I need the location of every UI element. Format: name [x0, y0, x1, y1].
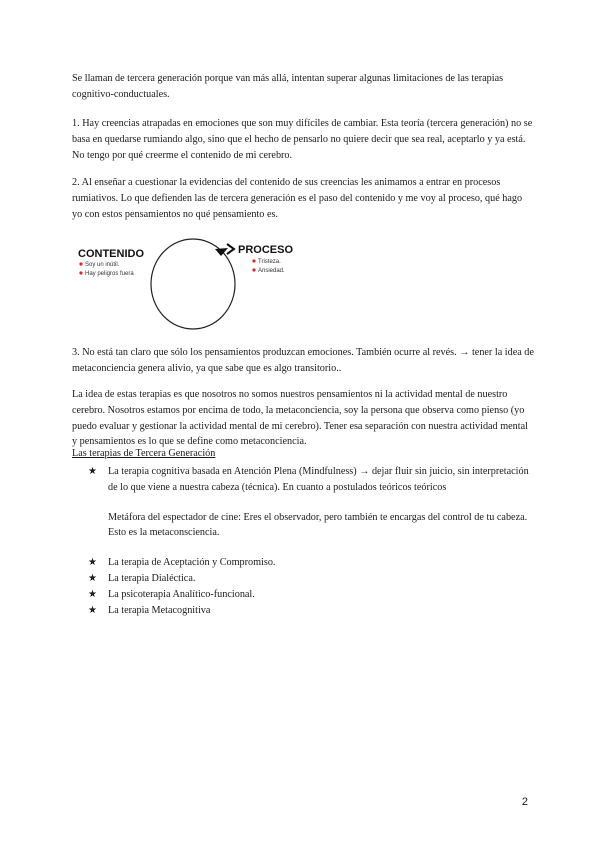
- section-title: Las terapias de Tercera Generación: [72, 448, 216, 459]
- bullet-icon: [252, 259, 255, 262]
- bullet-icon: [252, 268, 255, 271]
- page-number: 2: [521, 796, 528, 808]
- star-bullet-icon: ★: [88, 604, 97, 616]
- list-item-text: La psicoterapia Analítico-funcional.: [108, 588, 255, 600]
- star-bullet-icon: ★: [88, 572, 97, 584]
- therapies-list: [88, 464, 534, 618]
- process-title: PROCESO: [238, 244, 294, 256]
- list-item: [88, 464, 534, 541]
- content-item: Soy un inútil.: [85, 262, 120, 268]
- process-arrowhead-icon: [227, 244, 234, 254]
- content-title: CONTENIDO: [78, 248, 144, 260]
- cycle-arrow-icon: [215, 248, 228, 256]
- star-bullet-icon: ★: [88, 466, 97, 477]
- process-item: Tristeza.: [258, 259, 281, 265]
- bullet-icon: [79, 271, 82, 274]
- bullet-icon: [79, 262, 82, 265]
- metaphor-note: Metáfora del espectador de cine: Eres el observador, pero también te encargas del control de tu cabeza. Esto es la metaconsciencia.: [108, 511, 528, 539]
- star-bullet-icon: ★: [88, 588, 97, 600]
- content-process-diagram: [70, 232, 310, 342]
- intro-paragraph: Se llaman de tercera generación porque van más allá, intentan superar algunas limitaciones de las terapias cognitivo-conductuales.: [72, 73, 504, 100]
- list-item: [88, 555, 534, 571]
- star-bullet-icon: ★: [88, 557, 97, 569]
- list-item-text: La terapia Dialéctica.: [108, 572, 196, 584]
- paragraph-four: La idea de estas terapias es que nosotros no somos nuestros pensamientos ni la actividad mental de nuestro cerebro. Nosotros estamos por encima de todo, la metaconciencia, soy la persona que observa como pienso (yo puedo evaluar y gestionar la actividad mental de mi cerebro). Tener esa separación con nuestra actividad mental y pensamientos es lo que se define como metaconciencia.: [72, 389, 528, 448]
- list-item: [88, 571, 534, 587]
- paragraph-one: 1. Hay creencias atrapadas en emociones que son muy difíciles de cambiar. Esta teoría (tercera generación) no se basa en quedarse rumiando algo, sino que el hecho de pensarlo no quiere decir que sea real, aceptarlo y ya está. No tengo por qué creerme el contenido de mi cerebro.: [72, 118, 533, 161]
- list-item-text: La terapia Metacognitiva: [108, 604, 211, 616]
- process-item: Ansiedad.: [258, 268, 285, 274]
- paragraph-three: 3. No está tan claro que sólo los pensamientos produzcan emociones. También ocurre al revés. → tener la idea de metaconciencia genera alivio, ya que sabe que es algo transitorio..: [72, 347, 534, 374]
- list-item-text: La terapia de Aceptación y Compromiso.: [108, 557, 276, 569]
- list-item: [88, 587, 534, 603]
- paragraph-two: 2. Al enseñar a cuestionar la evidencias del contenido de sus creencias les animamos a entrar en procesos rumiativos. Lo que defienden las de tercera generación es el paso del contenido y me voy al proceso, qué hago yo con estos pensamientos no qué pensamiento es.: [72, 177, 523, 220]
- list-item-text: La terapia cognitiva basada en Atención Plena (Mindfulness) → dejar fluir sin juicio, sin interpretación de lo que viene a nuestra cabeza (técnica). En cuanto a postulados teóricos teóricos: [108, 466, 529, 493]
- content-item: Hay peligros fuera: [85, 271, 134, 277]
- list-item: [88, 603, 534, 619]
